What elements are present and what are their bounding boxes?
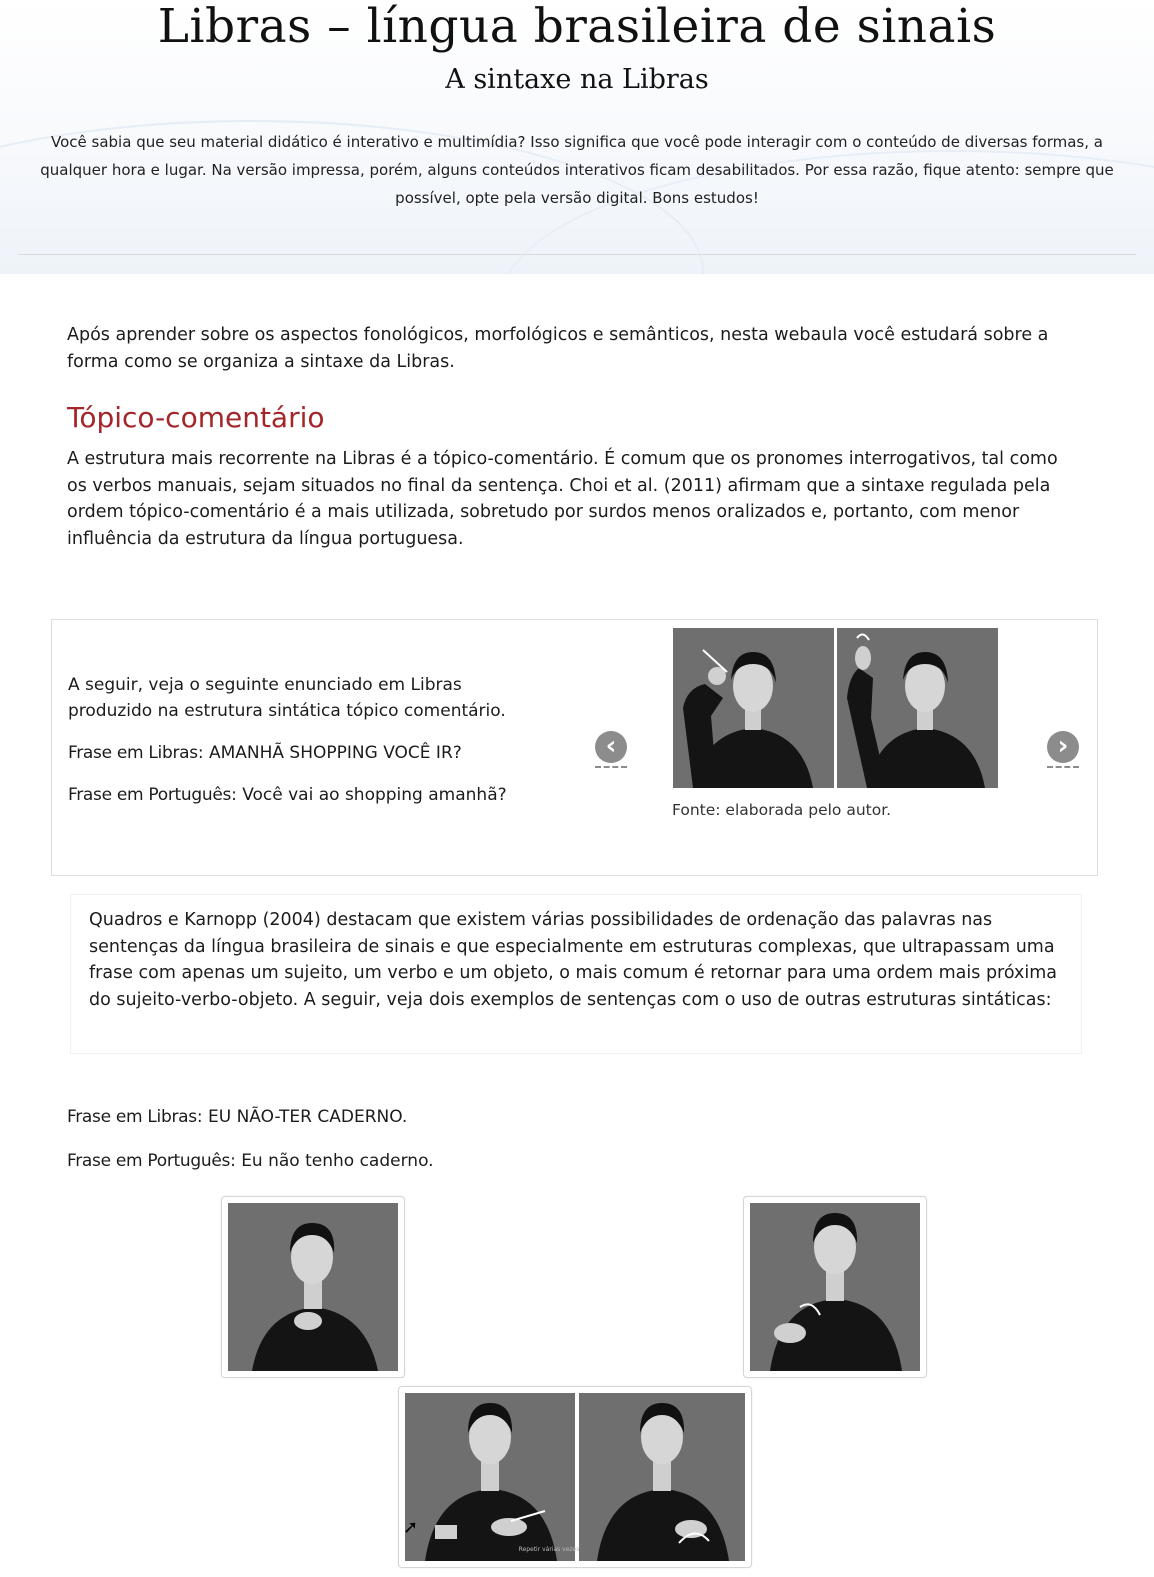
libras-sentence [68, 740, 548, 766]
person-signing-image [579, 1393, 745, 1561]
intro-text: Você sabia que seu material didático é interativo e multimídia? Isso significa que você pode interagir com o conteúdo de diversas formas, a qualquer hora e lugar. Na versão impressa, porém, alguns conteúdos interativos ficam desabilitados. Por essa razão, fique atento: sempre que possível, opte pela versão digital. Bons estudos! [40, 133, 1114, 207]
person-signing-image [405, 1393, 575, 1561]
example-portugues [67, 1148, 434, 1174]
header-divider [18, 254, 1136, 255]
example-portugues-label: Frase em Português [67, 1151, 231, 1171]
sign-photo-nao-ter [750, 1203, 920, 1371]
sign-photo-2 [837, 628, 998, 788]
example-libras-label: Frase em Libras [67, 1107, 197, 1127]
sign-photo-1 [673, 628, 834, 788]
image-caption: Fonte: elaborada pelo autor. [672, 801, 892, 819]
image-frame-caderno [398, 1386, 752, 1568]
libras-label: Frase em Libras [68, 743, 198, 763]
person-signing-image [837, 628, 998, 788]
intro-paragraph: Após aprender sobre os aspectos fonológicos, morfológicos e semânticos, nesta webaula você estudará sobre a forma como se organiza a sintaxe da Libras. [67, 325, 1049, 372]
carousel-card [51, 619, 1098, 876]
carousel-next-underline [1047, 763, 1079, 768]
example-libras-value: : EU NÃO-TER CADERNO. [196, 1107, 408, 1127]
carousel-intro: A seguir, veja o seguinte enunciado em Libras produzido na estrutura sintática tópico comentário. [68, 675, 506, 721]
text-card [70, 894, 1082, 1054]
chevron-left-icon[interactable]: ‹ [595, 731, 627, 763]
page-title: Libras – língua brasileira de sinais [157, 0, 997, 54]
portugues-sentence [68, 782, 548, 808]
person-signing-image [750, 1203, 920, 1371]
example-portugues-value: : Eu não tenho caderno. [230, 1151, 434, 1171]
libras-value: : AMANHÃ SHOPPING VOCÊ IR? [197, 743, 462, 763]
person-signing-image [228, 1203, 398, 1371]
cursor-icon: ➚ [403, 1517, 419, 1538]
syntax-paragraph: Quadros e Karnopp (2004) destacam que existem várias possibilidades de ordenação das palavras nas sentenças da língua brasileira de sinais e que especialmente em estruturas complexas, que ultrapassam uma frase com apenas um sujeito, um verbo e um objeto, o mais comum é retornar para uma ordem mais próxima do sujeito-verbo-objeto. A seguir, veja dois exemplos de sentenças com o uso de outras estruturas sintáticas: [89, 910, 1058, 1010]
portugues-label: Frase em Português [68, 785, 232, 805]
page-subtitle: A sintaxe na Libras [445, 64, 709, 95]
page-header [0, 0, 1154, 274]
portugues-value: : Você vai ao shopping amanhã? [231, 785, 507, 805]
sign-photo-eu [228, 1203, 398, 1371]
section-paragraph: A estrutura mais recorrente na Libras é a tópico-comentário. É comum que os pronomes interrogativos, tal como os verbos manuais, sejam situados no final da sentença. Choi et al. (2011) afirmam que a sintaxe regulada pela ordem tópico-comentário é a mais utilizada, sobretudo por surdos menos oralizados e, portanto, com menor influência da estrutura da língua portuguesa. [67, 449, 1058, 549]
sign-photo-caderno-1 [405, 1393, 575, 1561]
person-signing-image [673, 628, 834, 788]
chevron-right-icon[interactable]: › [1047, 731, 1079, 763]
video-watermark: Repetir várias vezes [518, 1546, 580, 1553]
sign-photo-caderno-2 [579, 1393, 745, 1561]
image-frame-eu [221, 1196, 405, 1378]
carousel-text [68, 672, 548, 808]
section-title: Tópico-comentário [67, 401, 325, 434]
carousel-prev-underline [595, 763, 627, 768]
example-libras [67, 1104, 407, 1130]
image-frame-nao-ter [743, 1196, 927, 1378]
